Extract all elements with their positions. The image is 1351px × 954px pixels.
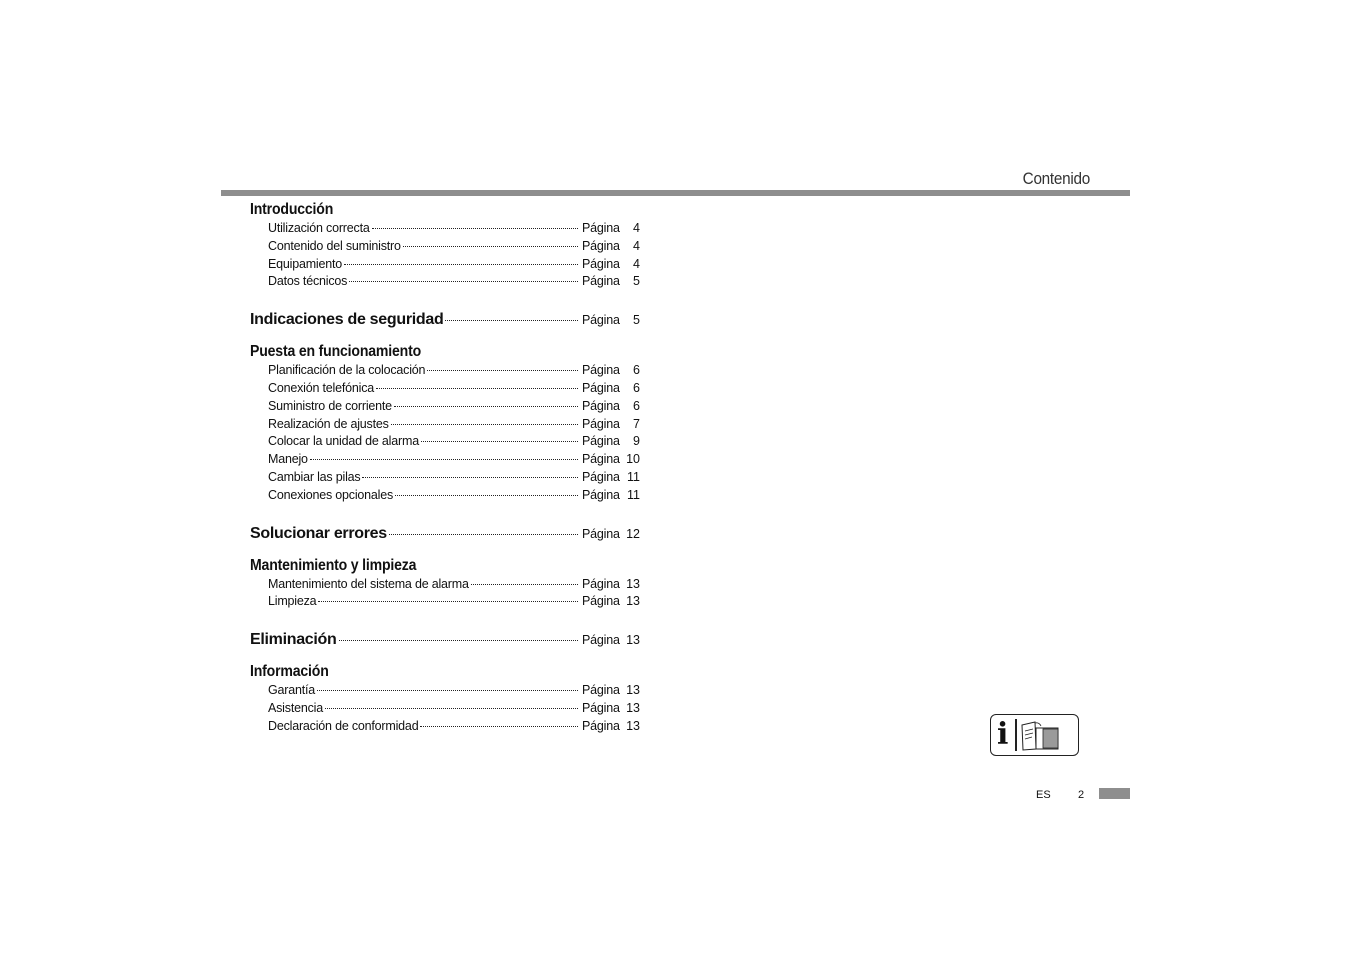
toc-entry[interactable] bbox=[250, 487, 640, 505]
page-number: 4 bbox=[633, 238, 640, 253]
page-word: Página bbox=[582, 700, 620, 715]
page-word: Página bbox=[582, 633, 620, 648]
dot-leader bbox=[344, 264, 578, 265]
page-word: Página bbox=[582, 452, 620, 467]
entry-label: Limpieza bbox=[268, 594, 317, 609]
toc-entry[interactable] bbox=[250, 718, 640, 736]
page-word: Página bbox=[582, 398, 620, 413]
page-word: Página bbox=[582, 274, 620, 289]
page-number: 11 bbox=[627, 469, 640, 484]
footer-language: ES bbox=[1036, 789, 1051, 801]
table-of-contents bbox=[250, 200, 640, 736]
page-word: Página bbox=[582, 718, 620, 733]
entry-label: Mantenimiento del sistema de alarma bbox=[268, 576, 469, 591]
page-word: Página bbox=[582, 380, 620, 395]
toc-main-entry-eliminacion[interactable] bbox=[250, 628, 640, 652]
toc-section-mantenimiento bbox=[250, 556, 640, 612]
page-number: 5 bbox=[633, 313, 640, 328]
page-number: 4 bbox=[633, 256, 640, 271]
dot-leader bbox=[317, 690, 578, 691]
toc-entry[interactable] bbox=[250, 682, 640, 700]
page-word: Página bbox=[582, 363, 620, 378]
toc-entry[interactable] bbox=[250, 380, 640, 398]
page-number: 13 bbox=[626, 576, 640, 591]
toc-entry[interactable] bbox=[250, 469, 640, 487]
spacer bbox=[250, 546, 640, 556]
page-word: Página bbox=[582, 526, 620, 541]
book-icon bbox=[1021, 721, 1073, 751]
page-number: 12 bbox=[626, 526, 640, 541]
page-number: 7 bbox=[633, 416, 640, 431]
toc-entry[interactable] bbox=[250, 433, 640, 451]
section-title: Indicaciones de seguridad bbox=[250, 311, 444, 329]
section-title: Solucionar errores bbox=[250, 524, 387, 542]
separator bbox=[1015, 719, 1017, 751]
toc-main-entry-seguridad[interactable] bbox=[250, 308, 640, 332]
entry-label: Conexiones opcionales bbox=[268, 487, 394, 502]
page-number: 9 bbox=[633, 434, 640, 449]
page-number: 6 bbox=[633, 380, 640, 395]
spacer bbox=[250, 611, 640, 628]
toc-section-introduccion bbox=[250, 200, 640, 291]
footer-bar bbox=[1099, 788, 1130, 799]
toc-main-entry-errores[interactable] bbox=[250, 522, 640, 546]
dot-leader bbox=[310, 459, 578, 460]
entry-label: Manejo bbox=[268, 452, 308, 467]
header-rule bbox=[221, 190, 1130, 196]
entry-label: Datos técnicos bbox=[268, 274, 348, 289]
dot-leader bbox=[445, 320, 578, 321]
dot-leader bbox=[362, 477, 578, 478]
page-word: Página bbox=[582, 594, 620, 609]
page-number: 11 bbox=[627, 487, 640, 502]
page-word: Página bbox=[582, 469, 620, 484]
entry-label: Asistencia bbox=[268, 700, 323, 715]
entry-label: Declaración de conformidad bbox=[268, 718, 419, 733]
dot-leader bbox=[389, 534, 578, 535]
dot-leader bbox=[349, 281, 578, 282]
page-word: Página bbox=[582, 683, 620, 698]
page-number: 6 bbox=[633, 398, 640, 413]
spacer bbox=[250, 505, 640, 522]
toc-entry[interactable] bbox=[250, 700, 640, 718]
page-number: 13 bbox=[626, 700, 640, 715]
page-number: 10 bbox=[626, 452, 640, 467]
page-word: Página bbox=[582, 221, 620, 235]
entry-label: Planificación de la colocación bbox=[268, 363, 426, 378]
page-number: 13 bbox=[626, 594, 640, 609]
entry-label: Suministro de corriente bbox=[268, 398, 392, 413]
toc-entry[interactable] bbox=[250, 576, 640, 594]
page-word: Página bbox=[582, 256, 620, 271]
dot-leader bbox=[403, 246, 578, 247]
toc-entry[interactable] bbox=[250, 273, 640, 291]
dot-leader bbox=[376, 388, 578, 389]
dot-leader bbox=[391, 424, 578, 425]
toc-entry[interactable] bbox=[250, 256, 640, 274]
toc-entry[interactable] bbox=[250, 416, 640, 434]
entry-label: Conexión telefónica bbox=[268, 380, 374, 395]
section-title: Puesta en funcionamiento bbox=[250, 343, 422, 361]
toc-entry[interactable] bbox=[250, 220, 640, 238]
page-word: Página bbox=[582, 313, 620, 328]
page-number: 13 bbox=[626, 683, 640, 698]
page-number: 13 bbox=[626, 718, 640, 733]
spacer bbox=[250, 332, 640, 342]
dot-leader bbox=[372, 228, 578, 229]
spacer bbox=[250, 652, 640, 662]
entry-label: Colocar la unidad de alarma bbox=[268, 434, 419, 449]
dot-leader bbox=[325, 708, 578, 709]
spacer bbox=[250, 291, 640, 308]
entry-label: Utilización correcta bbox=[268, 221, 370, 235]
toc-section-puesta bbox=[250, 342, 640, 504]
section-title: Mantenimiento y limpieza bbox=[250, 556, 417, 574]
footer-page-number: 2 bbox=[1078, 789, 1085, 801]
info-book-icon bbox=[990, 714, 1079, 756]
toc-entry[interactable] bbox=[250, 451, 640, 469]
toc-entry[interactable] bbox=[250, 593, 640, 611]
page-number: 6 bbox=[633, 363, 640, 378]
page-word: Página bbox=[582, 416, 620, 431]
toc-entry[interactable] bbox=[250, 238, 640, 256]
page-word: Página bbox=[582, 238, 620, 253]
entry-label: Contenido del suministro bbox=[268, 238, 401, 253]
entry-label: Cambiar las pilas bbox=[268, 469, 361, 484]
dot-leader bbox=[395, 495, 578, 496]
dot-leader bbox=[471, 584, 578, 585]
dot-leader bbox=[318, 601, 578, 602]
dot-leader bbox=[339, 640, 579, 641]
page-number: 13 bbox=[626, 633, 640, 648]
toc-section-informacion bbox=[250, 662, 640, 735]
dot-leader bbox=[427, 370, 578, 371]
section-title: Información bbox=[250, 663, 329, 681]
section-title: Eliminación bbox=[250, 631, 337, 649]
entry-label: Equipamiento bbox=[268, 256, 343, 271]
page-word: Página bbox=[582, 576, 620, 591]
entry-label: Realización de ajustes bbox=[268, 416, 389, 431]
toc-entry[interactable] bbox=[250, 398, 640, 416]
page-word: Página bbox=[582, 434, 620, 449]
dot-leader bbox=[421, 441, 578, 442]
entry-label: Garantía bbox=[268, 683, 316, 698]
dot-leader bbox=[420, 726, 578, 727]
section-title: Introducción bbox=[250, 201, 334, 218]
page-number: 5 bbox=[633, 274, 640, 289]
toc-entry[interactable] bbox=[250, 362, 640, 380]
page-title: Contenido bbox=[1022, 169, 1090, 188]
info-letter: i bbox=[997, 717, 1009, 752]
dot-leader bbox=[394, 406, 578, 407]
page-number: 4 bbox=[633, 221, 640, 235]
page-word: Página bbox=[582, 487, 620, 502]
